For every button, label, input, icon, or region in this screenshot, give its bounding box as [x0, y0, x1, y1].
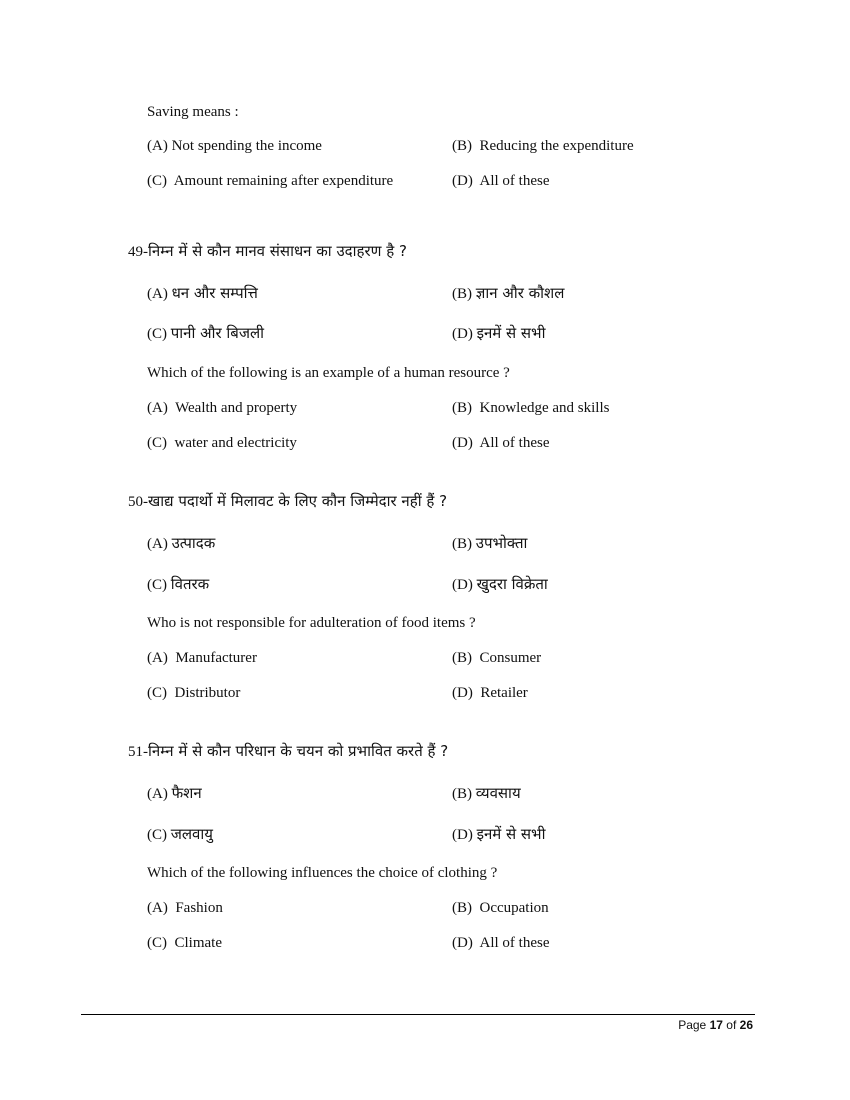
- option-label: (D): [452, 435, 473, 451]
- option-label: (B): [452, 900, 472, 916]
- option-text: पानी और बिजली: [170, 324, 265, 342]
- option-text: Knowledge and skills: [479, 400, 610, 416]
- q50-hindi-option-b: [452, 534, 527, 553]
- option-text: All of these: [479, 435, 550, 451]
- option-label: (B): [452, 650, 472, 666]
- total-pages-number: 26: [739, 1018, 753, 1032]
- option-label: (A): [147, 286, 168, 302]
- option-text: Occupation: [479, 900, 549, 916]
- q50-hindi-option-c: [147, 575, 209, 594]
- q49-question-hindi: [128, 242, 407, 261]
- option-label: (C): [147, 935, 167, 951]
- option-label: (C): [147, 685, 167, 701]
- option-text: फैशन: [171, 784, 202, 802]
- option-text: जलवायु: [170, 825, 213, 843]
- q49-option-d: [452, 434, 550, 452]
- option-label: (C): [147, 173, 167, 189]
- q50-option-c: [147, 684, 240, 702]
- q49-hindi-option-d: [452, 324, 546, 343]
- q50-option-d: [452, 684, 528, 702]
- option-text: इनमें से सभी: [476, 825, 546, 843]
- page-word: Page: [678, 1018, 707, 1032]
- q50-option-a: [147, 649, 257, 667]
- q49-option-b: [452, 399, 609, 417]
- option-text: इनमें से सभी: [476, 324, 546, 342]
- option-text: ज्ञान और कौशल: [475, 284, 565, 302]
- q51-option-a: [147, 899, 223, 917]
- option-text: water and electricity: [174, 435, 297, 451]
- option-label: (D): [452, 935, 473, 951]
- q51-option-d: [452, 934, 550, 952]
- current-page-number: 17: [709, 1018, 723, 1032]
- option-label: (C): [147, 435, 167, 451]
- option-label: (A): [147, 536, 168, 552]
- option-text: वितरक: [170, 575, 210, 593]
- option-label: (D): [452, 577, 473, 593]
- question-number: 51-: [128, 744, 148, 760]
- question-text: निम्न में से कौन परिधान के चयन को प्रभावित करते हैं ?: [148, 742, 449, 760]
- option-text: खुदरा विक्रेता: [476, 575, 548, 593]
- question-number: 50-: [128, 494, 148, 510]
- question-number: 49-: [128, 244, 148, 260]
- option-label: (A): [147, 786, 168, 802]
- option-label: (D): [452, 827, 473, 843]
- q51-hindi-option-c: [147, 825, 213, 844]
- q48-option-b: [452, 137, 634, 155]
- q49-option-a: [147, 399, 297, 417]
- option-label: (C): [147, 326, 167, 342]
- q51-option-b: [452, 899, 549, 917]
- option-label: (B): [452, 138, 472, 154]
- option-text: Retailer: [480, 685, 528, 701]
- option-label: (D): [452, 173, 473, 189]
- q50-question-hindi: [128, 492, 447, 511]
- q49-hindi-option-c: [147, 324, 264, 343]
- q49-option-c: [147, 434, 297, 452]
- q49-hindi-option-a: [147, 284, 258, 303]
- option-text: Fashion: [175, 900, 223, 916]
- option-label: (B): [452, 400, 472, 416]
- q49-question-english: Which of the following is an example of a human resource ?: [147, 365, 510, 381]
- of-word: of: [726, 1018, 737, 1032]
- q51-hindi-option-b: [452, 784, 521, 803]
- option-label: (A): [147, 650, 168, 666]
- q50-hindi-option-a: [147, 534, 215, 553]
- q50-question-english: Who is not responsible for adulteration of food items ?: [147, 615, 476, 631]
- option-text: धन और सम्पत्ति: [171, 284, 258, 302]
- option-text: Consumer: [479, 650, 542, 666]
- question-text: खाद्य पदार्थो में मिलावट के लिए कौन जिम्मेदार नहीं हैं ?: [148, 492, 448, 510]
- option-text: Manufacturer: [175, 650, 257, 666]
- q51-hindi-option-d: [452, 825, 546, 844]
- option-label: (B): [452, 536, 472, 552]
- q48-option-c: [147, 172, 393, 190]
- option-text: उत्पादक: [171, 534, 216, 552]
- option-text: व्यवसाय: [475, 784, 521, 802]
- q50-option-b: [452, 649, 541, 667]
- q51-question-english: Which of the following influences the choice of clothing ?: [147, 865, 498, 881]
- q48-option-d: [452, 172, 550, 190]
- option-text: All of these: [479, 173, 550, 189]
- option-text: Amount remaining after expenditure: [173, 173, 394, 189]
- q50-hindi-option-d: [452, 575, 548, 594]
- q51-hindi-option-a: [147, 784, 202, 803]
- option-text: Not spending the income: [171, 138, 322, 154]
- option-text: उपभोक्ता: [475, 534, 528, 552]
- option-label: (B): [452, 786, 472, 802]
- footer-divider: [81, 1014, 755, 1015]
- option-label: (B): [452, 286, 472, 302]
- q48-option-a: [147, 137, 322, 155]
- q51-question-hindi: [128, 742, 448, 761]
- q51-option-c: [147, 934, 222, 952]
- option-label: (D): [452, 685, 473, 701]
- option-text: Wealth and property: [175, 400, 298, 416]
- option-text: Distributor: [174, 685, 241, 701]
- page-footer: [678, 1018, 753, 1032]
- q48-question-english: Saving means :: [147, 104, 239, 120]
- option-label: (C): [147, 827, 167, 843]
- question-text: निम्न में से कौन मानव संसाधन का उदाहरण है ?: [148, 242, 407, 260]
- option-label: (C): [147, 577, 167, 593]
- option-text: Climate: [174, 935, 222, 951]
- option-text: Reducing the expenditure: [479, 138, 634, 154]
- option-text: All of these: [479, 935, 550, 951]
- q49-hindi-option-b: [452, 284, 564, 303]
- option-label: (A): [147, 138, 168, 154]
- option-label: (D): [452, 326, 473, 342]
- option-label: (A): [147, 400, 168, 416]
- option-label: (A): [147, 900, 168, 916]
